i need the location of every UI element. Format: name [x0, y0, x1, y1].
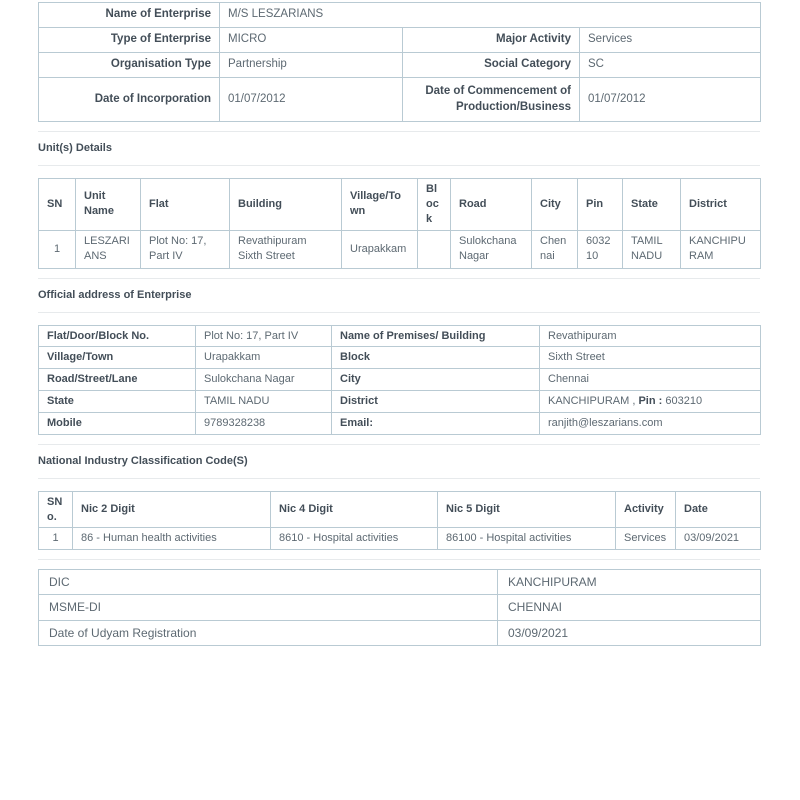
unit-sn: 1 — [39, 230, 76, 268]
section-divider — [38, 478, 760, 479]
address-block-label: Block — [332, 347, 540, 369]
dic-value: KANCHIPURAM — [498, 570, 761, 595]
units-col-sn: SN — [39, 179, 76, 231]
address-mobile-value: 9789328238 — [196, 412, 332, 434]
section-divider — [38, 559, 760, 560]
table-header-row — [39, 491, 761, 528]
unit-name: LESZARIANS — [76, 230, 141, 268]
table-row — [39, 369, 761, 391]
table-row — [39, 53, 761, 78]
organisation-type-value: Partnership — [220, 53, 403, 78]
section-divider — [38, 444, 760, 445]
commencement-date-value: 01/07/2012 — [580, 78, 761, 122]
nic-col-date: Date — [676, 491, 761, 528]
address-district-label: District — [332, 391, 540, 413]
units-col-village: Village/Town — [342, 179, 418, 231]
nic-col-activity: Activity — [616, 491, 676, 528]
nic-activity: Services — [616, 528, 676, 550]
major-activity-value: Services — [580, 28, 761, 53]
address-flat-value: Plot No: 17, Part IV — [196, 325, 332, 347]
enterprise-summary-table — [38, 2, 761, 122]
table-row — [39, 347, 761, 369]
nic-col-sno: SNo. — [39, 491, 73, 528]
units-col-flat: Flat — [141, 179, 230, 231]
address-state-value: TAMIL NADU — [196, 391, 332, 413]
udyam-registration-date-value: 03/09/2021 — [498, 620, 761, 645]
section-divider — [38, 312, 760, 313]
units-col-unit-name: Unit Name — [76, 179, 141, 231]
unit-district: KANCHIPURAM — [681, 230, 761, 268]
address-city-label: City — [332, 369, 540, 391]
nic-2digit: 86 - Human health activities — [73, 528, 271, 550]
table-header-row — [39, 179, 761, 231]
msme-di-value: CHENNAI — [498, 595, 761, 620]
document-content — [38, 0, 760, 646]
units-col-state: State — [623, 179, 681, 231]
table-row — [39, 391, 761, 413]
unit-block — [418, 230, 451, 268]
nic-col-2digit: Nic 2 Digit — [73, 491, 271, 528]
units-col-building: Building — [230, 179, 342, 231]
registration-table — [38, 569, 761, 646]
address-section-heading: Official address of Enterprise — [38, 288, 192, 301]
address-road-value: Sulokchana Nagar — [196, 369, 332, 391]
address-premises-label: Name of Premises/ Building — [332, 325, 540, 347]
udyam-registration-date-label: Date of Udyam Registration — [39, 620, 498, 645]
units-table — [38, 178, 761, 269]
address-flat-label: Flat/Door/Block No. — [39, 325, 196, 347]
unit-state: TAMIL NADU — [623, 230, 681, 268]
units-col-pin: Pin — [578, 179, 623, 231]
table-row — [39, 570, 761, 595]
address-city-value: Chennai — [540, 369, 761, 391]
unit-building: Revathipuram Sixth Street — [230, 230, 342, 268]
unit-city: Chennai — [532, 230, 578, 268]
nic-sno: 1 — [39, 528, 73, 550]
organisation-type-label: Organisation Type — [39, 53, 220, 78]
table-row — [39, 230, 761, 268]
unit-road: Sulokchana Nagar — [451, 230, 532, 268]
nic-4digit: 8610 - Hospital activities — [271, 528, 438, 550]
address-email-label: Email: — [332, 412, 540, 434]
pin-label: Pin : — [638, 395, 663, 408]
nic-date: 03/09/2021 — [676, 528, 761, 550]
address-table — [38, 325, 761, 435]
nic-col-4digit: Nic 4 Digit — [271, 491, 438, 528]
major-activity-label: Major Activity — [403, 28, 580, 53]
social-category-label: Social Category — [403, 53, 580, 78]
section-divider — [38, 131, 760, 132]
district-value: KANCHIPURAM , — [548, 395, 636, 408]
units-col-city: City — [532, 179, 578, 231]
table-row — [39, 528, 761, 550]
dic-label: DIC — [39, 570, 498, 595]
units-col-block: Block — [418, 179, 451, 231]
nic-5digit: 86100 - Hospital activities — [438, 528, 616, 550]
commencement-date-label: Date of Commencement of Production/Business — [403, 78, 580, 122]
address-state-label: State — [39, 391, 196, 413]
address-premises-value: Revathipuram — [540, 325, 761, 347]
units-col-district: District — [681, 179, 761, 231]
pin-value: 603210 — [665, 395, 703, 408]
incorporation-date-label: Date of Incorporation — [39, 78, 220, 122]
table-row — [39, 412, 761, 434]
section-divider — [38, 278, 760, 279]
address-village-value: Urapakkam — [196, 347, 332, 369]
table-row — [39, 325, 761, 347]
address-road-label: Road/Street/Lane — [39, 369, 196, 391]
unit-flat: Plot No: 17, Part IV — [141, 230, 230, 268]
enterprise-name-label: Name of Enterprise — [39, 3, 220, 28]
enterprise-type-label: Type of Enterprise — [39, 28, 220, 53]
address-district-value — [540, 391, 761, 413]
table-row — [39, 620, 761, 645]
enterprise-type-value: MICRO — [220, 28, 403, 53]
table-row — [39, 78, 761, 122]
nic-col-5digit: Nic 5 Digit — [438, 491, 616, 528]
section-divider — [38, 165, 760, 166]
enterprise-name-value: M/S LESZARIANS — [220, 3, 761, 28]
units-section-heading: Unit(s) Details — [38, 142, 112, 154]
social-category-value: SC — [580, 53, 761, 78]
address-email-value: ranjith@leszarians.com — [540, 412, 761, 434]
incorporation-date-value: 01/07/2012 — [220, 78, 403, 122]
nic-section-heading: National Industry Classification Code(S) — [38, 454, 248, 467]
unit-village: Urapakkam — [342, 230, 418, 268]
address-block-value: Sixth Street — [540, 347, 761, 369]
table-row — [39, 595, 761, 620]
nic-table — [38, 491, 761, 551]
address-village-label: Village/Town — [39, 347, 196, 369]
units-col-road: Road — [451, 179, 532, 231]
address-mobile-label: Mobile — [39, 412, 196, 434]
table-row — [39, 28, 761, 53]
unit-pin: 603210 — [578, 230, 623, 268]
table-row — [39, 3, 761, 28]
msme-di-label: MSME-DI — [39, 595, 498, 620]
